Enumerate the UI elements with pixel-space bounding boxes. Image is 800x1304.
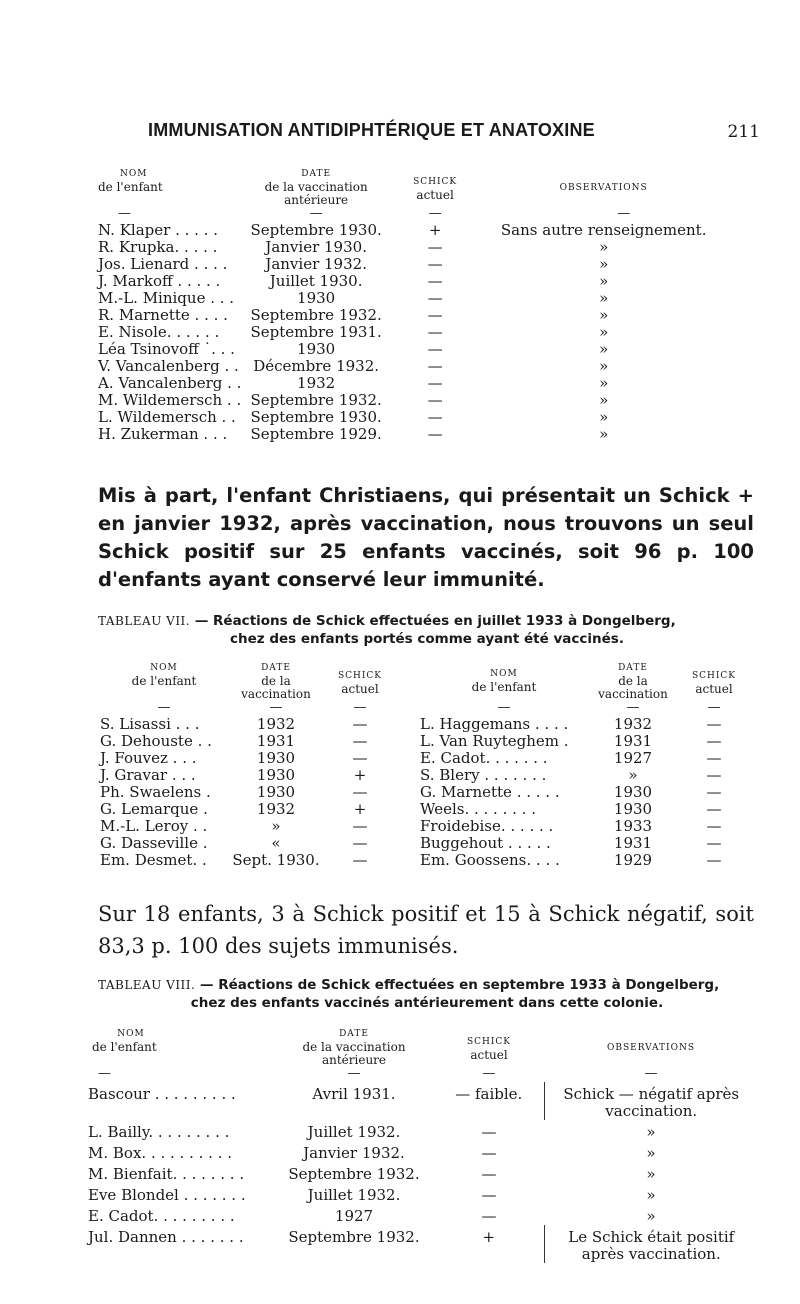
caption-table-viii	[98, 976, 756, 1012]
table-row	[100, 716, 750, 733]
caption-table-vii-line1: — Réactions de Schick effectuées en juillet 1933 à Dongelberg,	[190, 613, 676, 629]
table-vii	[100, 662, 750, 869]
child-name: S. Lisassi . . .	[100, 715, 200, 733]
observation-line-2: après vaccination.	[581, 1245, 721, 1263]
observation: »	[599, 255, 609, 273]
schick-result: —	[427, 306, 443, 324]
schick-result: —	[427, 340, 443, 358]
col-header-date: DATE de la vaccination antérieure	[264, 169, 368, 207]
vaccination-date: Janvier 1932.	[265, 255, 367, 273]
table-row	[88, 1225, 758, 1263]
child-name: E. Cadot. . . . . . . . .	[88, 1207, 235, 1225]
schick-result: —	[706, 851, 722, 869]
observation: »	[599, 374, 609, 392]
child-name: Em. Goossens. . . .	[420, 851, 560, 869]
vaccination-date: Avril 1931.	[312, 1085, 396, 1103]
table-row	[98, 256, 728, 273]
t8-col-header-name: NOM de l'enfant	[92, 1029, 157, 1054]
schick-result: —	[352, 851, 368, 869]
t8-dash-row: — — — —	[98, 1066, 658, 1081]
observation: »	[599, 306, 609, 324]
vaccination-date: Septembre 1932.	[250, 391, 382, 409]
child-name: J. Markoff . . . . .	[98, 272, 221, 290]
schick-result: —	[427, 323, 443, 341]
observation: »	[599, 238, 609, 256]
table-dash-row: — — — —	[118, 206, 631, 221]
child-name: G. Lemarque .	[100, 800, 208, 818]
table-row	[100, 733, 750, 750]
vaccination-date: Septembre 1930.	[250, 221, 382, 239]
schick-result: —	[427, 255, 443, 273]
table-row	[88, 1082, 758, 1120]
t8-col-header-observations: OBSERVATIONS	[606, 1043, 696, 1053]
vaccination-date: Janvier 1930.	[265, 238, 367, 256]
observation	[544, 1162, 758, 1183]
caption-table-vii	[98, 612, 756, 648]
t7-col-header-schick-2: SCHICK actuel	[691, 671, 737, 696]
observation	[544, 1141, 758, 1162]
column-gap	[396, 767, 420, 784]
vaccination-date: 1930	[256, 766, 296, 784]
child-name: Jul. Dannen . . . . . . .	[88, 1228, 244, 1246]
table-row	[100, 835, 750, 852]
vaccination-date: »	[628, 766, 638, 784]
vaccination-date: Septembre 1932.	[288, 1228, 420, 1246]
column-gap	[396, 852, 420, 869]
schick-result: —	[706, 749, 722, 767]
vaccination-date: 1932	[256, 800, 296, 818]
vaccination-date: Septembre 1930.	[250, 408, 382, 426]
child-name: G. Dehouste . .	[100, 732, 212, 750]
child-name: G. Marnette . . . . .	[420, 783, 560, 801]
child-name: M. Box. . . . . . . . . .	[88, 1144, 233, 1162]
schick-result: +	[482, 1228, 496, 1246]
child-name: Bascour . . . . . . . . .	[88, 1085, 236, 1103]
vaccination-date: Décembre 1932.	[253, 357, 380, 375]
observation-line-2: vaccination.	[605, 1102, 698, 1120]
observation: »	[599, 425, 609, 443]
table-viii	[88, 1028, 758, 1263]
column-gap	[396, 716, 420, 733]
table-row	[98, 324, 728, 341]
caption-table-viii-line1: — Réactions de Schick effectuées en septembre 1933 à Dongelberg,	[195, 977, 720, 993]
schick-result: —	[352, 749, 368, 767]
observation-line-1: »	[646, 1207, 656, 1225]
observation: »	[599, 323, 609, 341]
table-row	[98, 273, 728, 290]
child-name: M.-L. Minique . . .	[98, 289, 235, 307]
child-name: Weels. . . . . . . .	[420, 800, 536, 818]
schick-result: —	[352, 834, 368, 852]
caption-table-viii-label: TABLEAU VIII.	[98, 978, 196, 992]
table-row	[88, 1162, 758, 1183]
observation-line-1: »	[646, 1123, 656, 1141]
observation-line-1: »	[646, 1165, 656, 1183]
observation: »	[599, 272, 609, 290]
vaccination-date: 1929	[613, 851, 653, 869]
observation: »	[599, 391, 609, 409]
table-row	[98, 375, 728, 392]
t7-col-header-date: DATE de la vaccination	[241, 663, 311, 701]
col-header-observations: OBSERVATIONS	[559, 183, 648, 193]
vaccination-date: 1932	[256, 715, 296, 733]
schick-result: —	[427, 357, 443, 375]
caption-table-viii-line2: chez des enfants vaccinés antérieurement dans cette colonie.	[190, 995, 664, 1011]
table-vii-header-row	[100, 662, 750, 701]
col-header-schick: SCHICK actuel	[413, 177, 458, 202]
caption-table-vii-line2: chez des enfants portés comme ayant été vaccinés.	[230, 631, 624, 647]
schick-result: —	[706, 800, 722, 818]
table-row	[100, 818, 750, 835]
schick-result: —	[352, 715, 368, 733]
table-row	[88, 1120, 758, 1141]
child-name: Buggehout . . . . .	[420, 834, 551, 852]
page-number: 211	[727, 122, 760, 142]
table-row	[88, 1183, 758, 1204]
schick-result: —	[706, 715, 722, 733]
vaccination-date: 1930	[256, 783, 296, 801]
vaccination-date: 1932	[613, 715, 653, 733]
observation-line-1: »	[646, 1186, 656, 1204]
vaccination-date: «	[271, 834, 281, 852]
table-row	[98, 239, 728, 256]
t7-col-header-name: NOM de l'enfant	[131, 663, 197, 688]
table-row	[98, 426, 728, 443]
running-title: IMMUNISATION ANTIDIPHTÉRIQUE ET ANATOXINE	[148, 120, 595, 140]
observation: »	[599, 408, 609, 426]
child-name: J. Gravar . . .	[100, 766, 196, 784]
observation-line-1: »	[646, 1144, 656, 1162]
table-row	[98, 307, 728, 324]
vaccination-date: Septembre 1932.	[288, 1165, 420, 1183]
vaccination-date: 1931	[256, 732, 296, 750]
schick-result: —	[481, 1186, 497, 1204]
t7-dash-row: — — — — — —	[157, 700, 721, 715]
caption-table-vii-label: TABLEAU VII.	[98, 614, 191, 628]
schick-result: —	[352, 732, 368, 750]
schick-result: —	[706, 834, 722, 852]
child-name: L. Wildemersch . .	[98, 408, 236, 426]
table-header-row	[98, 168, 728, 207]
schick-result: —	[706, 766, 722, 784]
schick-result: —	[427, 374, 443, 392]
vaccination-date: Septembre 1931.	[250, 323, 382, 341]
schick-result: —	[481, 1123, 497, 1141]
table-row	[98, 409, 728, 426]
col-header-name: NOM de l'enfant	[98, 169, 163, 194]
observation: »	[599, 289, 609, 307]
schick-result: —	[427, 238, 443, 256]
schick-result: —	[481, 1165, 497, 1183]
child-name: Ph. Swaelens .	[100, 783, 211, 801]
table-row	[100, 801, 750, 818]
table-row	[100, 750, 750, 767]
table-row	[98, 341, 728, 358]
observation	[544, 1120, 758, 1141]
schick-result: +	[353, 766, 367, 784]
vaccination-date: Sept. 1930.	[232, 851, 320, 869]
child-name: J. Fouvez . . .	[100, 749, 197, 767]
vaccination-date: Septembre 1932.	[250, 306, 382, 324]
table-row	[98, 392, 728, 409]
observation	[544, 1204, 758, 1225]
schick-result: —	[706, 732, 722, 750]
t7-col-header-name-2: NOM de l'enfant	[471, 669, 537, 694]
t8-col-header-date: DATE de la vaccination antérieure	[302, 1029, 406, 1067]
schick-result: —	[427, 425, 443, 443]
table-row	[98, 358, 728, 375]
child-name: S. Blery . . . . . . .	[420, 766, 547, 784]
observation	[544, 1225, 758, 1263]
vaccination-date: Juillet 1932.	[307, 1186, 401, 1204]
child-name: E. Cadot. . . . . . .	[420, 749, 548, 767]
schick-result: —	[481, 1207, 497, 1225]
column-gap	[396, 818, 420, 835]
schick-result: —	[352, 783, 368, 801]
vaccination-date: 1930	[297, 340, 336, 358]
table-row	[88, 1204, 758, 1225]
vaccination-date: 1933	[613, 817, 653, 835]
vaccination-date: 1930	[613, 783, 653, 801]
observation: »	[599, 340, 609, 358]
child-name: V. Vancalenberg . .	[98, 357, 239, 375]
child-name: Em. Desmet. .	[100, 851, 207, 869]
child-name: R. Marnette . . . .	[98, 306, 228, 324]
t7-col-header-schick: SCHICK actuel	[337, 671, 383, 696]
vaccination-date: 1931	[613, 732, 653, 750]
child-name: N. Klaper . . . . .	[98, 221, 218, 239]
schick-result: —	[706, 817, 722, 835]
child-name: M.-L. Leroy . .	[100, 817, 208, 835]
schick-result: —	[481, 1144, 497, 1162]
table-row	[88, 1141, 758, 1162]
vaccination-date: 1932	[297, 374, 336, 392]
child-name: L. Haggemans . . . .	[420, 715, 569, 733]
child-name: Froidebise. . . . . .	[420, 817, 554, 835]
table-row	[100, 784, 750, 801]
paragraph-summary-2: Sur 18 enfants, 3 à Schick positif et 15 à Schick négatif, soit 83,3 p. 100 des sujets immunisés.	[98, 902, 754, 958]
vaccination-date: Janvier 1932.	[303, 1144, 405, 1162]
observation: Sans autre renseignement.	[500, 221, 707, 239]
child-name: Léa Tsinovoff ˙. . .	[98, 340, 235, 358]
table-row	[100, 852, 750, 869]
schick-result: —	[427, 272, 443, 290]
schick-result: — faible.	[455, 1085, 523, 1103]
t7-col-header-date-2: DATE de la vaccination	[598, 663, 668, 701]
schick-result: +	[428, 221, 442, 239]
vaccination-date: 1930	[613, 800, 653, 818]
child-name: H. Zukerman . . .	[98, 425, 228, 443]
column-gap	[396, 801, 420, 818]
schick-result: +	[353, 800, 367, 818]
child-name: L. Van Ruyteghem .	[420, 732, 569, 750]
column-gap	[396, 835, 420, 852]
schick-result: —	[427, 408, 443, 426]
table-row	[100, 767, 750, 784]
vaccination-date: 1930	[256, 749, 296, 767]
table-continuation	[98, 168, 728, 443]
t8-header-row	[88, 1028, 758, 1067]
column-gap	[396, 733, 420, 750]
vaccination-date: 1927	[613, 749, 653, 767]
observation-line-1: Schick — négatif après	[563, 1085, 740, 1103]
vaccination-date: Septembre 1929.	[250, 425, 382, 443]
child-name: L. Bailly. . . . . . . . .	[88, 1123, 230, 1141]
table-row	[98, 290, 728, 307]
vaccination-date: »	[271, 817, 281, 835]
observation	[544, 1082, 758, 1120]
vaccination-date: 1927	[334, 1207, 374, 1225]
vaccination-date: 1931	[613, 834, 653, 852]
vaccination-date: Juillet 1932.	[307, 1123, 401, 1141]
child-name: M. Wildemersch . .	[98, 391, 242, 409]
child-name: G. Dasseville .	[100, 834, 208, 852]
child-name: E. Nisole. . . . . .	[98, 323, 220, 341]
child-name: A. Vancalenberg . .	[98, 374, 242, 392]
child-name: R. Krupka. . . . .	[98, 238, 218, 256]
observation: »	[599, 357, 609, 375]
running-head	[100, 120, 760, 148]
child-name: Jos. Lienard . . . .	[98, 255, 228, 273]
vaccination-date: 1930	[297, 289, 336, 307]
schick-result: —	[706, 783, 722, 801]
schick-result: —	[352, 817, 368, 835]
column-gap	[396, 784, 420, 801]
vaccination-date: Juillet 1930.	[269, 272, 363, 290]
schick-result: —	[427, 391, 443, 409]
paragraph-summary-1: Mis à part, l'enfant Christiaens, qui présentait un Schick + en janvier 1932, après vaccination, nous trouvons un seul Schick positif sur 25 enfants vaccinés, soit 96 p. 100 d'enfants ayant conservé leur immunité.	[98, 484, 754, 591]
column-gap	[396, 750, 420, 767]
schick-result: —	[427, 289, 443, 307]
child-name: M. Bienfait. . . . . . . .	[88, 1165, 245, 1183]
observation-line-1: Le Schick était positif	[568, 1228, 735, 1246]
t8-col-header-schick: SCHICK actuel	[466, 1037, 512, 1062]
observation	[544, 1183, 758, 1204]
child-name: Eve Blondel . . . . . . .	[88, 1186, 246, 1204]
table-row	[98, 222, 728, 239]
